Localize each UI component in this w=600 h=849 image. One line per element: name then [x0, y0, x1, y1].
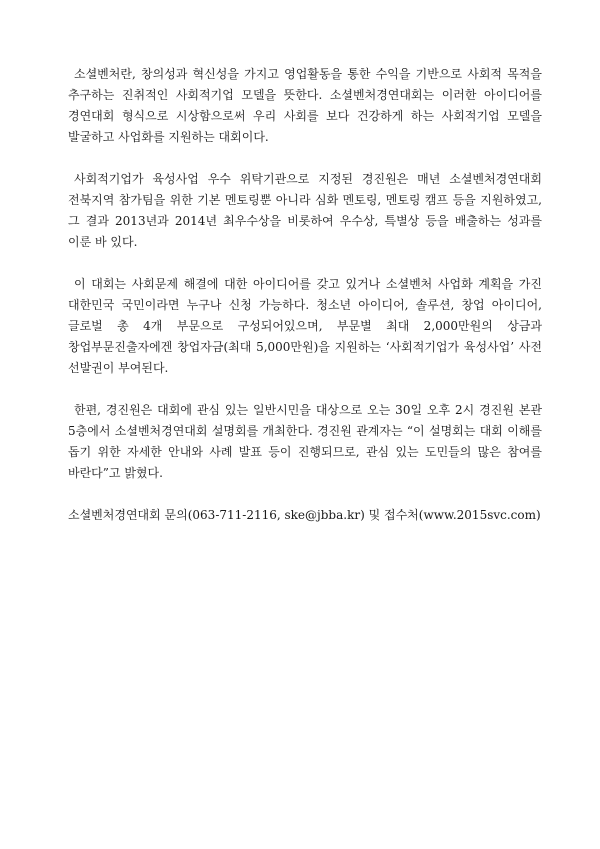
paragraph-agency-achievements: 사회적기업가 육성사업 우수 위탁기관으로 지정된 경진원은 매년 소셜벤처경연대회 전북지역 참가팀을 위한 기본 멘토링뿐 아니라 심화 멘토링, 멘토링 캠프 등을 지원하였고, 그 결과 2013년과 2014년 최우수상을 비롯하여 우수상, 특별상 등을 배출하는 성과를 이룬 바 있다. — [68, 172, 542, 249]
paragraph-social-venture-definition: 소셜벤처란, 창의성과 혁신성을 가지고 영업활동을 통한 수익을 기반으로 사회적 목적을 추구하는 진취적인 사회적기업 모델을 뜻한다. 소셜벤처경연대회는 이러한 아이디어를 경연대회 형식으로 시상함으로써 우리 사회를 보다 건강하게 하는 사회적기업 모델을 발굴하고 사업화를 지원하는 대회이다. — [68, 67, 542, 144]
document-body — [68, 64, 542, 526]
paragraph-contact-info: 소셜벤처경연대회 문의(063-711-2116, ske@jbba.kr) 및 접수처(www.2015svc.com) — [68, 508, 541, 522]
paragraph-info-session: 한편, 경진원은 대회에 관심 있는 일반시민을 대상으로 오는 30일 오후 2시 경진원 본관 5층에서 소셜벤처경연대회 설명회를 개최한다. 경진원 관계자는 “이 설명회는 대회 이해를 돕기 위한 자세한 안내와 사례 발표 등이 진행되므로, 관심 있는 도민들의 많은 참여를 바란다”고 밝혔다. — [68, 403, 542, 480]
paragraph-eligibility-prizes: 이 대회는 사회문제 해결에 대한 아이디어를 갖고 있거나 소셜벤처 사업화 계획을 가진 대한민국 국민이라면 누구나 신청 가능하다. 청소년 아이디어, 솔루션, 창업 아이디어, 글로벌 총 4개 부문으로 구성되어있으며, 부문별 최대 2,000만원의 상금과 창업부문진출자에겐 창업자금(최대 5,000만원)을 지원하는 ‘사회적기업가 육성사업’ 사전 선발권이 부여된다. — [68, 277, 542, 375]
